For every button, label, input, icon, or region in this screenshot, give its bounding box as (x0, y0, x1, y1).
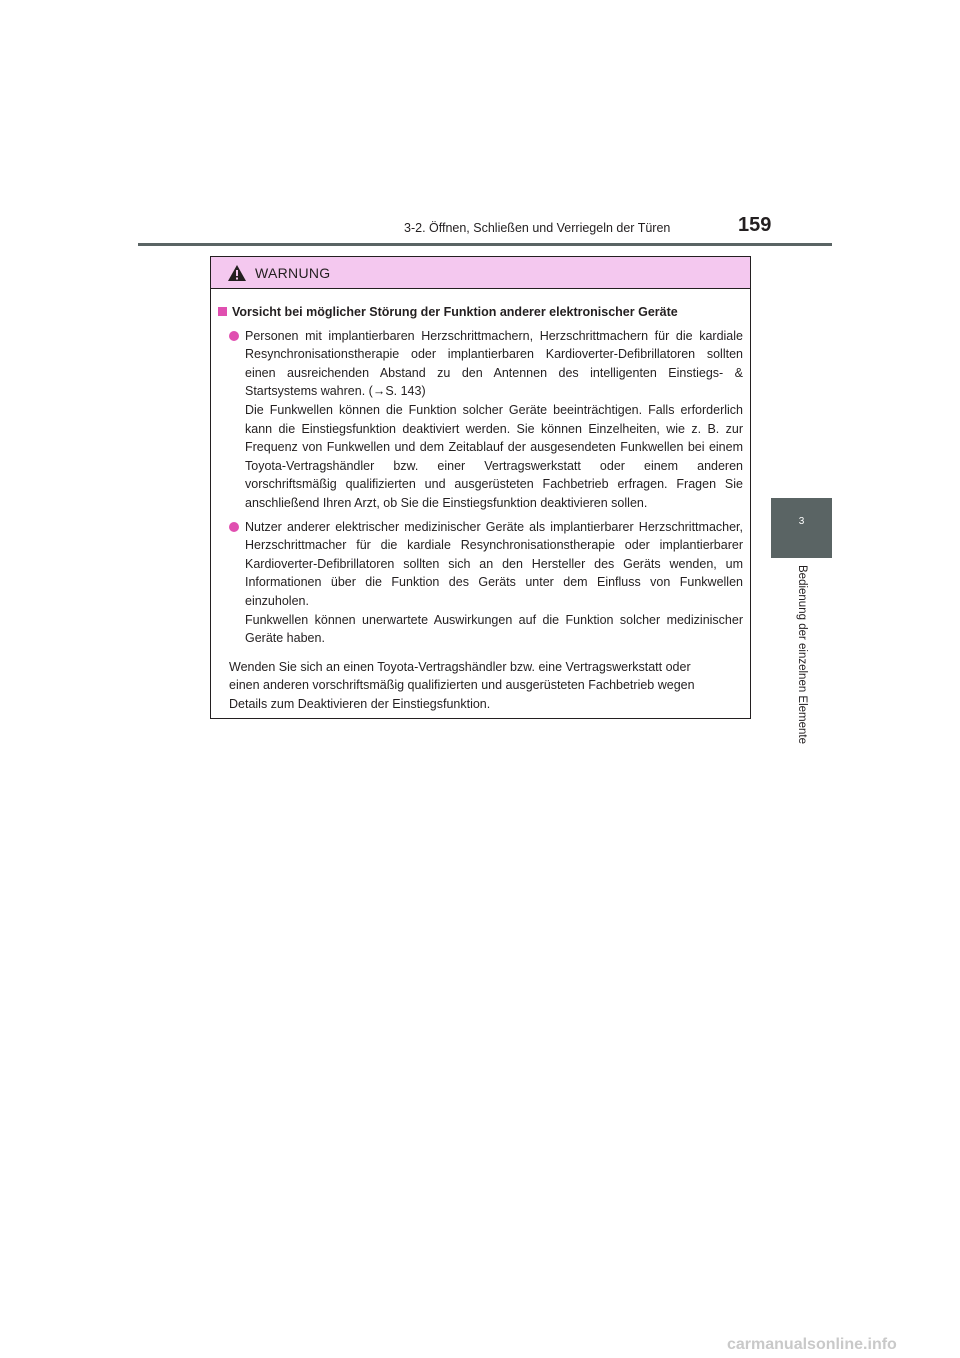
circle-bullet-icon (229, 522, 239, 532)
warning-triangle-icon (227, 264, 247, 282)
list-item-text (245, 327, 743, 513)
closing-line: Details zum Deaktivieren der Einstiegsfunktion. (229, 696, 491, 711)
watermark: carmanualsonline.info (727, 1336, 897, 1353)
paragraph: Die Funkwellen können die Funktion solcher Geräte beeinträchtigen. Falls erforderlich kann die Einstiegsfunktion deaktiviert werden. Sie können Einzelheiten, wie z. B. zur Frequenz von Funkwellen und dem Zeitablauf der ausgesendeten Funkwellen bei einem Toyota-Vertragshändler bzw. einer Vertragswerkstatt oder einem anderen vorschriftsmäßig qualifizierten und ausgerüsteten Fachbetrieb erfragen. Fragen Sie anschließend Ihren Arzt, ob Sie die Einstiegsfunktion deaktivieren sollen. (245, 402, 743, 510)
header-divider (138, 243, 832, 246)
warning-heading-text: Vorsicht bei möglicher Störung der Funktion anderer elektronischer Geräte (232, 305, 678, 319)
closing-paragraph (229, 658, 749, 714)
circle-bullet-icon (229, 331, 239, 341)
square-bullet-icon (218, 307, 227, 316)
warning-heading (218, 303, 743, 322)
list-item (218, 327, 743, 513)
chapter-tab (771, 498, 832, 558)
closing-line: einen anderen vorschriftsmäßig qualifizierten und ausgerüsteten Fachbetrieb wegen (229, 678, 695, 693)
warning-label: WARNUNG (255, 264, 331, 281)
section-title: 3-2. Öffnen, Schließen und Verriegeln der Türen (404, 221, 671, 235)
closing-line: Wenden Sie sich an einen Toyota-Vertragshändler bzw. eine Vertragswerkstatt oder (229, 659, 691, 674)
warning-header (211, 257, 750, 289)
list-item (218, 518, 743, 648)
paragraph: Funkwellen können unerwartete Auswirkungen auf die Funktion solcher medizinischer Geräte haben. (245, 612, 743, 646)
paragraph: Nutzer anderer elektrischer medizinischer Geräte als implantierbarer Herzschrittmacher, Herzschrittmacher für die kardiale Resynchronisationstherapie oder implantierbarer Kardioverter-Defibrillatoren sollten sich an den Hersteller des Geräts wenden, um Informationen über die Funktion des Geräts unter dem Einfluss von Funkwellen einzuholen. (245, 519, 743, 608)
chapter-number: 3 (798, 516, 805, 527)
page-number: 159 (738, 214, 772, 236)
warning-box (210, 256, 751, 719)
warning-body (211, 289, 750, 713)
chapter-title: Bedienung der einzelnen Elemente (796, 565, 808, 745)
list-item-text (245, 518, 743, 648)
paragraph: Personen mit implantierbaren Herzschrittmachern, Herzschrittmachern für die kardiale Resynchronisationstherapie oder implantierbaren Kardioverter-Defibrillatoren sollten einen ausreichenden Abstand zu den Antennen des intelligenten Einstiegs- & Startsystems wahren. (→S. 143) (245, 328, 743, 399)
